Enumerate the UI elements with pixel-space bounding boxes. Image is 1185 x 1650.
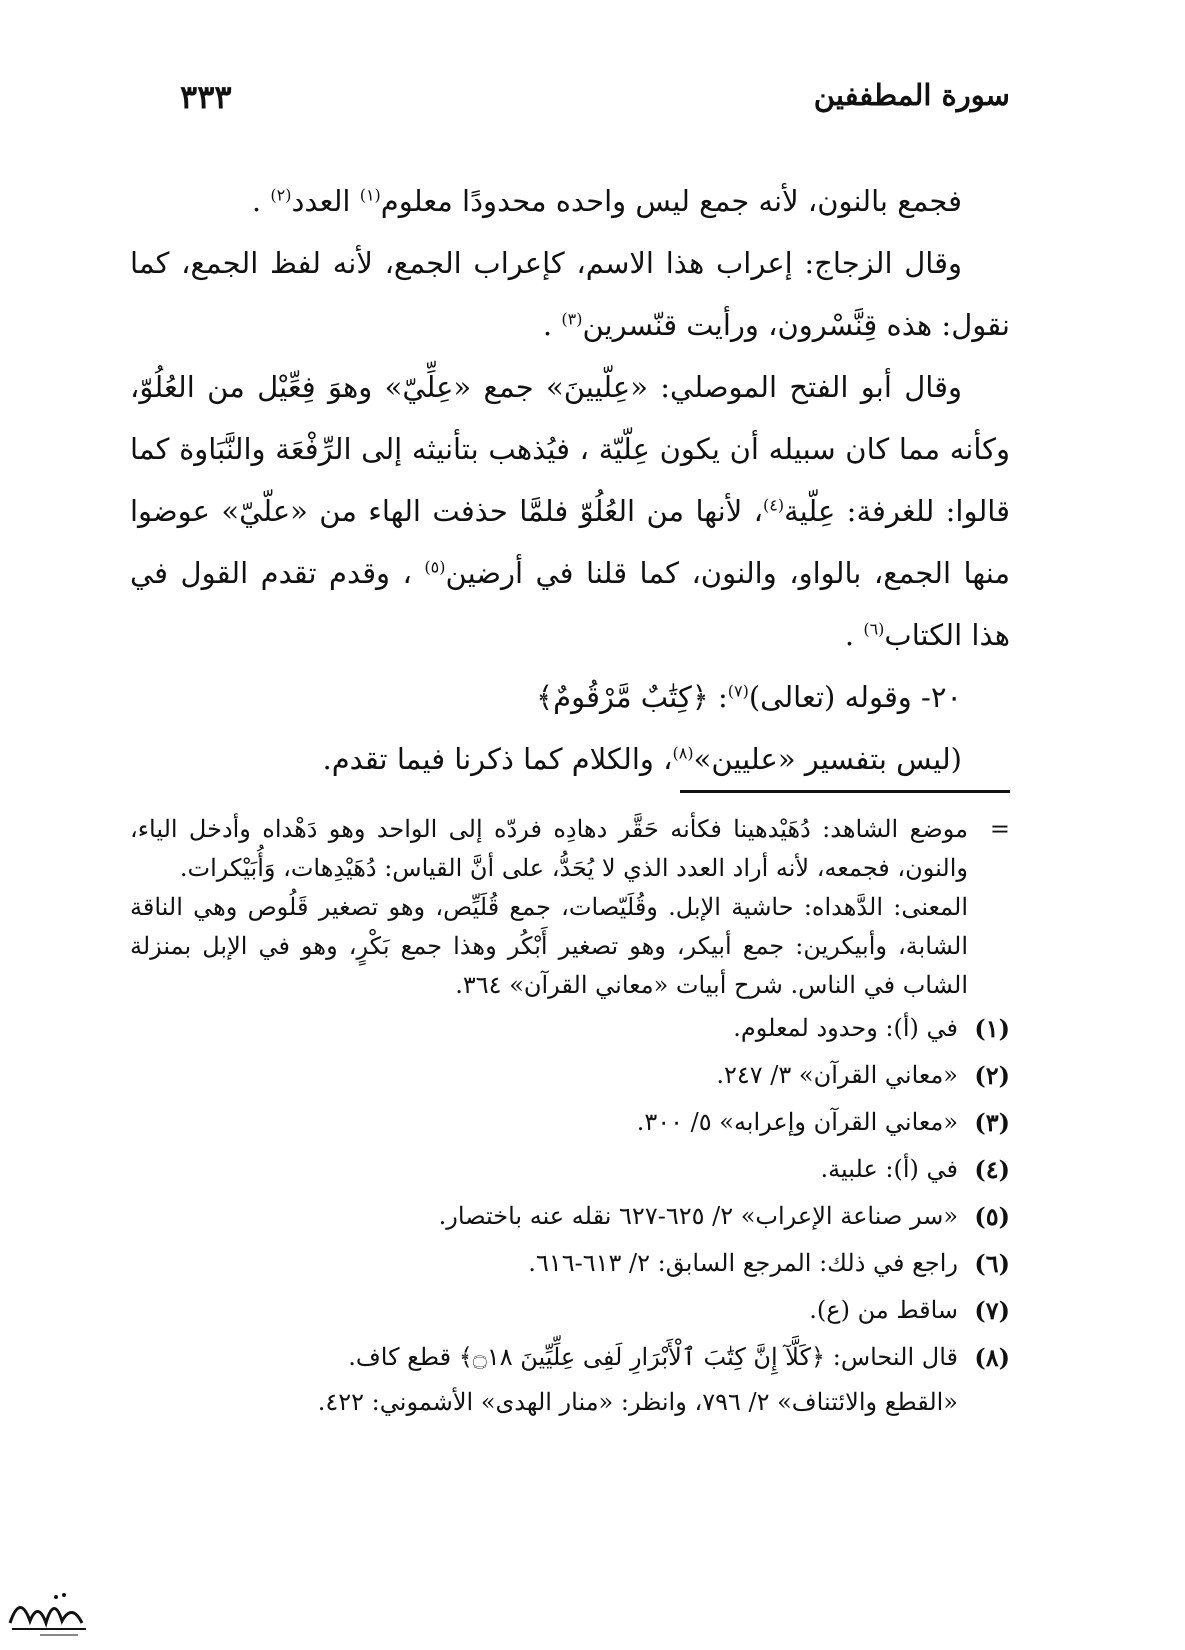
text-run: . (251, 184, 271, 218)
footnote-ref-2[interactable]: (٢) (270, 185, 292, 205)
footnote-number: (٦) (974, 1249, 1010, 1278)
text-run: ٢٠- وقوله (تعالى) (748, 680, 962, 714)
footnote-number: (٧) (974, 1296, 1010, 1325)
footnote-ref-7[interactable]: (٧) (727, 681, 749, 701)
footnote-item (130, 1005, 1010, 1052)
surah-title: سورة المطففين (813, 78, 1010, 112)
footnote-ref-6[interactable]: (٦) (863, 619, 885, 639)
footnote-text: «معاني القرآن وإعرابه» ٥/ ٣٠٠. (636, 1108, 958, 1136)
paragraph-5 (130, 728, 1010, 790)
footnote-number: (١) (974, 1014, 1010, 1043)
footnote-ref-3[interactable]: (٣) (561, 309, 583, 329)
footnotes-section (130, 810, 1010, 1423)
footnote-number: (٢) (974, 1061, 1010, 1090)
footnote-ref-4[interactable]: (٤) (763, 495, 785, 515)
text-run: . (542, 308, 562, 342)
main-text (130, 170, 1010, 790)
footnote-item (130, 1240, 1010, 1287)
text-run: وقال أبو الفتح الموصلي: «عِلّيينَ» جمع «عِلِّيّ» وهوَ فِعِّيْل من العُلُوّ، وكأنه مما كان سبيله أن يكون عِلّيّة ، فيُذهب بتأنيثه إلى الرِّفْعَة والنَّبَاوة كما قالوا: للغرفة: عِلّية (130, 370, 1010, 528)
paragraph-2 (130, 232, 1010, 356)
page-number: ٣٣٣ (180, 78, 232, 116)
footnote-number: (٤) (974, 1155, 1010, 1184)
footnote-item (130, 1052, 1010, 1099)
text-run: وقال الزجاج: إعراب هذا الاسم، كإعراب الجمع، لأنه لفظ الجمع، كما نقول: هذه قِنَّسْرون، ورأيت قنّسرين (130, 246, 1010, 342)
footnote-8-continuation: «القطع والائتناف» ٢/ ٧٩٦، وانظر: «منار الهدى» الأشموني: ٤٢٢. (317, 1388, 958, 1416)
page-header (180, 78, 1010, 128)
footnote-number: (٨) (974, 1343, 1010, 1372)
text-run: ، لأنها من العُلُوّ فلمَّا حذفت الهاء من «علّيّ» عوضوا منها الجمع، بالواو، والنون، كما قلنا في أرضين (130, 494, 1010, 590)
paragraph-1 (130, 170, 1010, 232)
footnote-number: (٥) (974, 1202, 1010, 1231)
quran-quote: : ﴿كِتَٰبٌ مَّرْقُومٌ﴾ (536, 680, 728, 714)
footnote-item (130, 1146, 1010, 1193)
footnote-ref-8[interactable]: (٨) (672, 743, 694, 763)
footnote-item (130, 1193, 1010, 1240)
continuation-text: موضع الشاهد: دُهَيْدهينا فكأنه حَقَّر دهادِه فردّه إلى الواحد وهو دَهْداه وأدخل الياء، والنون، فجمعه، لأنه أراد العدد الذي لا يُحَدُّ، على أنَّ القياس: دُهَيْدِهات، وَأُبَيْكرات. (130, 815, 968, 882)
footnote-ref-1[interactable]: (١) (359, 185, 381, 205)
footnote-item (130, 1287, 1010, 1334)
text-run: ، وقدم تقدم القول في هذا الكتاب (130, 556, 1010, 652)
text-run: العدد (291, 184, 360, 218)
footnote-text: قال النحاس: ﴿كَلَّآ إِنَّ كِتَٰبَ ٱلْأَبْرَارِ لَفِى عِلِّيِّينَ ۝١٨﴾ قطع كاف. (348, 1343, 958, 1371)
footnote-divider (680, 790, 1010, 793)
footnote-item (130, 1099, 1010, 1146)
footnote-item (130, 1334, 1010, 1381)
footnote-number: (٣) (974, 1108, 1010, 1137)
footnote-continuation (130, 810, 1010, 888)
footnote-text: «سر صناعة الإعراب» ٢/ ٦٢٥-٦٢٧ نقله عنه باختصار. (438, 1202, 958, 1230)
footnote-text: في (أ): وحدود لمعلوم. (733, 1014, 958, 1042)
footnote-meaning: المعنى: الدَّهداه: حاشية الإبل. وقُلَيّصات، جمع قُلَيِّص، وهو تصغير قَلُوص وهي الناقة الشابة، وأبيكرين: جمع أبيكر، وهو تصغير أَبْكُر وهذا جمع بَكْرٍ، وهو في الإبل بمنزلة الشاب في الناس. شرح أبيات «معاني القرآن» ٣٦٤. (130, 893, 968, 999)
footnote-text: «معاني القرآن» ٣/ ٢٤٧. (716, 1061, 958, 1089)
text-run: ، والكلام كما ذكرنا فيما تقدم. (322, 742, 673, 776)
footnote-text: ساقط من (ع). (809, 1296, 958, 1324)
text-run: . (844, 618, 864, 652)
paragraph-3 (130, 356, 1010, 666)
footnote-ref-5[interactable]: (٥) (424, 557, 446, 577)
library-logo-icon (0, 1583, 100, 1643)
footnote-text: راجع في ذلك: المرجع السابق: ٢/ ٦١٣-٦١٦. (528, 1249, 958, 1277)
text-run: (ليس بتفسير «عليين» (693, 742, 962, 776)
continuation-marker: = (989, 815, 1010, 843)
text-run: فجمع بالنون، لأنه جمع ليس واحده محدودًا معلوم (380, 184, 962, 218)
verse-heading (130, 666, 1010, 728)
footnote-text: في (أ): علبية. (820, 1155, 958, 1183)
